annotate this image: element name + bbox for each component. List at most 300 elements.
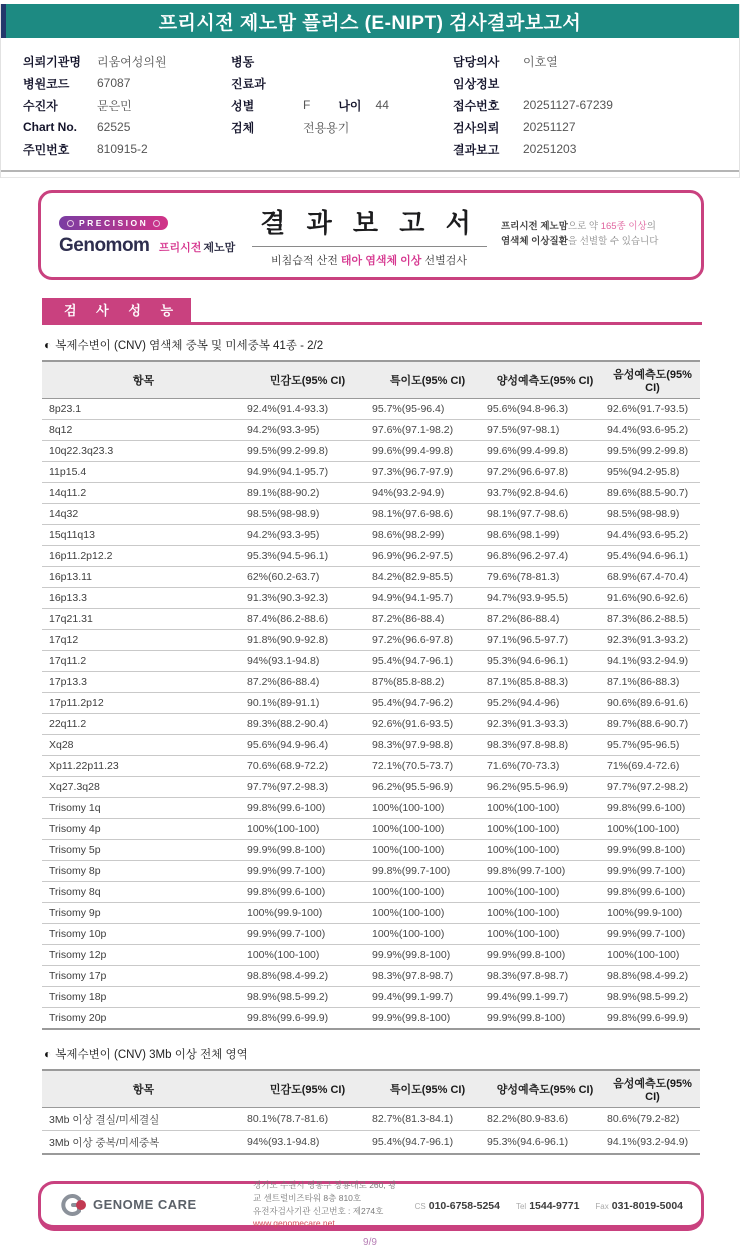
field-label: 병동	[231, 54, 255, 69]
field-row	[23, 138, 231, 160]
col-header-npv: 음성예측도(95% CI)	[613, 369, 692, 394]
precision-badge	[59, 216, 168, 230]
row-value: 93.7%(92.8-94.6)	[487, 487, 569, 499]
row-value: 96.9%(96.2-97.5)	[372, 550, 454, 562]
row-value: 100%(100-100)	[607, 949, 680, 961]
row-item-label: 16p13.11	[49, 571, 93, 583]
report-header	[0, 4, 740, 178]
row-value: 94%(93.1-94.8)	[247, 1136, 320, 1148]
note-bold2: 염색체 이상질환	[501, 236, 568, 247]
field-row	[23, 50, 231, 72]
row-value: 100%(100-100)	[247, 823, 320, 835]
row-value: 99.9%(99.7-100)	[607, 865, 686, 877]
row-value: 98.8%(98.4-99.2)	[607, 970, 689, 982]
row-value: 68.9%(67.4-70.4)	[607, 571, 689, 583]
row-value: 96.8%(96.2-97.4)	[487, 550, 569, 562]
field-label: 검체	[231, 120, 255, 135]
row-value: 100%(100-100)	[372, 928, 445, 940]
col-header-specificity: 특이도(95% CI)	[389, 1084, 466, 1096]
col-header-item: 항목	[132, 375, 155, 387]
row-item-label: Trisomy 10p	[49, 928, 107, 940]
row-value: 96.2%(95.5-96.9)	[372, 781, 454, 793]
field-value: 전용용기	[303, 120, 350, 135]
field-value: 문은민	[97, 98, 132, 113]
row-item-label: 8p23.1	[49, 403, 82, 415]
field-label: 나이	[338, 98, 362, 113]
row-value: 82.2%(80.9-83.6)	[487, 1113, 569, 1125]
row-value: 98.3%(97.9-98.8)	[372, 739, 454, 751]
row-value: 95.3%(94.5-96.1)	[247, 550, 329, 562]
row-item-label: 17q11.2	[49, 655, 87, 667]
row-item-label: Xq27.3q28	[49, 781, 100, 793]
table2-caption	[44, 1046, 740, 1062]
row-value: 100%(100-100)	[487, 802, 560, 814]
half-circle-icon: ◐	[44, 1047, 52, 1061]
precision-badge-label: PRECISION	[79, 218, 149, 228]
table-row	[42, 861, 700, 882]
row-item-label: Trisomy 1q	[49, 802, 101, 814]
row-value: 95.3%(94.6-96.1)	[487, 1136, 569, 1148]
row-value: 98.5%(98-98.9)	[607, 508, 680, 520]
field-label: 담당의사	[453, 54, 500, 69]
row-value: 87.4%(86.2-88.6)	[247, 613, 329, 625]
table-body	[42, 399, 700, 1030]
table-body	[42, 1108, 700, 1155]
row-value: 92.6%(91.6-93.5)	[372, 718, 454, 730]
field-row	[231, 94, 453, 116]
field-label: 접수번호	[453, 98, 500, 113]
row-value: 95.6%(94.8-96.3)	[487, 403, 569, 415]
col-header-ppv: 양성예측도(95% CI)	[496, 1084, 594, 1096]
row-item-label: 14q11.2	[49, 487, 87, 499]
row-item-label: 3Mb 이상 결실/미세결실	[49, 1113, 160, 1126]
genome-care-logo-icon	[59, 1193, 87, 1217]
table-row	[42, 504, 700, 525]
row-value: 98.6%(98.1-99)	[487, 529, 560, 541]
row-value: 98.8%(98.4-99.2)	[247, 970, 329, 982]
row-value: 98.3%(97.8-98.7)	[372, 970, 454, 982]
field-row	[23, 116, 231, 138]
row-value: 99.8%(99.7-100)	[487, 865, 566, 877]
col-header-npv: 음성예측도(95% CI)	[613, 1078, 692, 1103]
row-value: 91.8%(90.9-92.8)	[247, 634, 329, 646]
row-value: 92.3%(91.3-93.3)	[487, 718, 569, 730]
row-value: 97.7%(97.2-98.3)	[247, 781, 329, 793]
title-bar-accent	[1, 4, 6, 38]
row-value: 99.4%(99.1-99.7)	[487, 991, 569, 1003]
row-item-label: 11p15.4	[49, 466, 87, 478]
row-value: 89.1%(88-90.2)	[247, 487, 320, 499]
field-row	[453, 50, 739, 72]
report-banner-center	[237, 203, 501, 268]
row-value: 97.2%(96.6-97.8)	[487, 466, 569, 478]
row-value: 100%(100-100)	[372, 802, 445, 814]
report-title-bar	[1, 4, 739, 38]
patient-info-col1	[23, 50, 231, 160]
row-value: 100%(99.9-100)	[607, 907, 683, 919]
row-value: 94.7%(93.9-95.5)	[487, 592, 569, 604]
row-value: 62%(60.2-63.7)	[247, 571, 320, 583]
row-value: 87%(85.8-88.2)	[372, 676, 445, 688]
row-value: 100%(100-100)	[372, 823, 445, 835]
row-value: 97.7%(97.2-98.2)	[607, 781, 689, 793]
result-report-banner	[38, 190, 704, 280]
row-value: 80.1%(78.7-81.6)	[247, 1113, 329, 1125]
row-item-label: 16p13.3	[49, 592, 87, 604]
row-value: 70.6%(68.9-72.2)	[247, 760, 329, 772]
row-value: 99.9%(99.8-100)	[607, 844, 686, 856]
row-value: 100%(100-100)	[372, 844, 445, 856]
row-value: 92.3%(91.3-93.2)	[607, 634, 689, 646]
row-value: 99.9%(99.7-100)	[607, 928, 686, 940]
row-item-label: 14q32	[49, 508, 79, 520]
field-label: 성별	[231, 98, 255, 113]
table-row	[42, 987, 700, 1008]
table2-caption-text: 복제수변이 (CNV) 3Mb 이상 전체 영역	[55, 1049, 248, 1061]
row-value: 100%(100-100)	[487, 907, 560, 919]
subtitle-pre: 비침습적 산전	[271, 254, 341, 267]
field-value: 20251127	[523, 120, 576, 134]
note-accent: 165종 이상	[600, 221, 647, 233]
row-value: 80.6%(79.2-82)	[607, 1113, 680, 1125]
row-value: 98.3%(97.8-98.8)	[487, 739, 569, 751]
row-item-label: Trisomy 12p	[49, 949, 107, 961]
table-row	[42, 420, 700, 441]
field-row	[453, 72, 739, 94]
contact-value: 1544-9771	[529, 1199, 580, 1212]
contact-tel	[516, 1196, 579, 1214]
row-value: 99.6%(99.4-99.8)	[372, 445, 454, 457]
row-value: 72.1%(70.5-73.7)	[372, 760, 454, 772]
website-link[interactable]: www.genomecare.net	[253, 1218, 335, 1229]
row-value: 96.2%(95.5-96.9)	[487, 781, 569, 793]
row-value: 95.4%(94.7-96.1)	[372, 655, 454, 667]
row-value: 99.8%(99.6-100)	[607, 802, 686, 814]
field-row	[231, 116, 453, 138]
row-value: 94.1%(93.2-94.9)	[607, 1136, 689, 1148]
row-value: 98.1%(97.7-98.6)	[487, 508, 569, 520]
footer-contacts	[415, 1196, 683, 1214]
table-row	[42, 651, 700, 672]
page-title: 프리시전 제노맘 플러스 (E-NIPT) 검사결과보고서	[158, 12, 582, 34]
patient-info-col2	[231, 50, 453, 160]
row-value: 100%(100-100)	[487, 928, 560, 940]
row-item-label: 10q22.3q23.3	[49, 445, 114, 457]
row-value: 100%(100-100)	[487, 823, 560, 835]
row-item-label: 17p11.2p12	[49, 697, 104, 709]
row-value: 99.9%(99.7-100)	[247, 928, 326, 940]
row-value: 99.9%(99.7-100)	[247, 865, 326, 877]
row-value: 97.5%(97-98.1)	[487, 424, 560, 436]
row-value: 97.1%(96.5-97.7)	[487, 634, 569, 646]
row-value: 95.7%(95-96.4)	[372, 403, 445, 415]
row-item-label: 17q21.31	[49, 613, 93, 625]
row-value: 95.2%(94.4-96)	[487, 697, 560, 709]
table1-caption	[44, 337, 740, 353]
table-row	[42, 924, 700, 945]
row-value: 99.8%(99.6-100)	[247, 802, 326, 814]
contact-cs	[415, 1196, 500, 1214]
row-value: 95%(94.2-95.8)	[607, 466, 680, 478]
field-row	[23, 72, 231, 94]
table-header	[42, 1070, 700, 1108]
contact-label: CS	[414, 1201, 426, 1211]
row-item-label: Trisomy 17p	[49, 970, 107, 982]
footer-address	[253, 1179, 401, 1230]
row-item-label: Trisomy 20p	[49, 1012, 107, 1024]
row-value: 99.8%(99.6-100)	[607, 886, 686, 898]
row-value: 99.9%(99.8-100)	[487, 949, 566, 961]
table-row	[42, 441, 700, 462]
table-row	[42, 756, 700, 777]
row-value: 99.8%(99.6-99.9)	[607, 1012, 689, 1024]
row-value: 87.1%(85.8-88.3)	[487, 676, 569, 688]
table-row	[42, 609, 700, 630]
field-label: 결과보고	[453, 142, 500, 157]
field-label: 임상정보	[453, 76, 500, 91]
genomom-logo	[59, 214, 237, 257]
address-line2: 유전자검사기관 신고번호 : 제274호	[253, 1205, 384, 1216]
row-item-label: Xp11.22p11.23	[49, 760, 119, 772]
row-value: 95.7%(95-96.5)	[607, 739, 680, 751]
table-row	[42, 462, 700, 483]
row-value: 94%(93.2-94.9)	[372, 487, 445, 499]
table-row	[42, 567, 700, 588]
table-row	[42, 546, 700, 567]
table-row	[42, 525, 700, 546]
field-label: 진료과	[231, 76, 266, 91]
row-value: 100%(100-100)	[372, 907, 445, 919]
table-row	[42, 714, 700, 735]
half-circle-icon: ◐	[44, 338, 52, 352]
field-row	[453, 94, 739, 116]
note-bold: 프리시전 제노맘	[501, 221, 568, 233]
subtitle-post: 선별검사	[421, 254, 467, 267]
address-line1: 경기도 수원시 영통구 창룡대로 260, 광교 센트럴비즈타워 8층 810호	[253, 1180, 397, 1203]
row-value: 100%(100-100)	[607, 823, 680, 835]
field-row	[231, 72, 453, 94]
row-item-label: 15q11q13	[49, 529, 95, 541]
row-value: 94.9%(94.1-95.7)	[247, 466, 329, 478]
section-title-tab: 검 사 성 능	[42, 298, 191, 322]
row-item-label: Trisomy 5p	[49, 844, 101, 856]
row-value: 98.1%(97.6-98.6)	[372, 508, 454, 520]
cnv-3mb-table	[42, 1069, 700, 1155]
table-row	[42, 672, 700, 693]
contact-label: Tel	[515, 1201, 527, 1211]
table-row	[42, 1108, 700, 1131]
row-value: 92.6%(91.7-93.5)	[607, 403, 689, 415]
row-value: 87.2%(86-88.4)	[372, 613, 445, 625]
row-value: 99.8%(99.6-99.9)	[247, 1012, 329, 1024]
row-item-label: 3Mb 이상 중복/미세중복	[49, 1136, 160, 1149]
field-value: 62525	[97, 120, 131, 134]
row-item-label: 22q11.2	[49, 718, 87, 730]
patient-info-col3	[453, 50, 739, 160]
field-value: 44	[375, 98, 389, 112]
brand-kr-accent: 프리시전	[158, 241, 202, 254]
row-value: 94%(93.1-94.8)	[247, 655, 320, 667]
row-value: 95.6%(94.9-96.4)	[247, 739, 329, 751]
row-value: 95.4%(94.7-96.1)	[372, 1136, 454, 1148]
table-row	[42, 945, 700, 966]
section-performance	[42, 298, 702, 325]
brand-kr: 제노맘	[203, 241, 236, 254]
row-value: 99.9%(99.8-100)	[487, 1012, 566, 1024]
cnv-performance-table	[42, 360, 700, 1030]
row-value: 99.9%(99.8-100)	[372, 949, 451, 961]
field-row	[23, 94, 231, 116]
table-row	[42, 483, 700, 504]
table-row	[42, 882, 700, 903]
row-value: 71.6%(70-73.3)	[487, 760, 560, 772]
field-label: Chart No.	[23, 120, 77, 134]
field-label: 수진자	[23, 98, 58, 113]
table1-caption-text: 복제수변이 (CNV) 염색체 중복 및 미세중복 41종 - 2/2	[55, 340, 324, 352]
field-row	[453, 138, 739, 160]
table-row	[42, 630, 700, 651]
row-value: 99.9%(99.8-100)	[372, 1012, 451, 1024]
field-row	[231, 50, 453, 72]
row-value: 98.3%(97.8-98.7)	[487, 970, 569, 982]
row-value: 87.2%(86-88.4)	[247, 676, 320, 688]
table-row	[42, 399, 700, 420]
row-value: 100%(100-100)	[487, 844, 560, 856]
contact-value: 010-6758-5254	[428, 1199, 500, 1212]
table-row	[42, 693, 700, 714]
row-value: 100%(100-100)	[372, 886, 445, 898]
row-item-label: 8q12	[49, 424, 73, 436]
row-value: 71%(69.4-72.6)	[607, 760, 680, 772]
field-row	[453, 116, 739, 138]
report-banner-title: 결 과 보 고 서	[260, 207, 478, 238]
field-value: 20251127-67239	[523, 98, 613, 112]
row-value: 89.3%(88.2-90.4)	[247, 718, 329, 730]
row-value: 94.2%(93.3-95)	[247, 424, 320, 436]
row-value: 100%(99.9-100)	[247, 907, 323, 919]
table-row	[42, 1008, 700, 1030]
field-label: 주민번호	[23, 142, 70, 157]
row-value: 90.1%(89-91.1)	[247, 697, 320, 709]
row-item-label: Xq28	[49, 739, 74, 751]
row-item-label: Trisomy 9p	[49, 907, 101, 919]
row-value: 97.6%(97.1-98.2)	[372, 424, 454, 436]
field-label: 병원코드	[23, 76, 70, 91]
row-value: 98.6%(98.2-99)	[372, 529, 445, 541]
col-header-ppv: 양성예측도(95% CI)	[496, 375, 594, 387]
row-value: 95.3%(94.6-96.1)	[487, 655, 569, 667]
row-value: 99.5%(99.2-99.8)	[247, 445, 329, 457]
row-value: 84.2%(82.9-85.5)	[372, 571, 454, 583]
row-item-label: Trisomy 18p	[49, 991, 107, 1003]
row-value: 94.2%(93.3-95)	[247, 529, 320, 541]
table-row	[42, 588, 700, 609]
table-row	[42, 777, 700, 798]
table-row	[42, 819, 700, 840]
field-label: 검사의뢰	[453, 120, 500, 135]
table-row	[42, 966, 700, 987]
banner-note	[501, 220, 683, 249]
field-value: 리움여성의원	[97, 54, 167, 69]
row-item-label: 17p13.3	[49, 676, 87, 688]
row-value: 95.4%(94.7-96.2)	[372, 697, 454, 709]
row-item-label: Trisomy 8p	[49, 865, 101, 877]
row-value: 92.4%(91.4-93.3)	[247, 403, 329, 415]
genome-care-brand: GENOME CARE	[93, 1197, 197, 1212]
contact-fax	[595, 1196, 683, 1214]
row-value: 87.3%(86.2-88.5)	[607, 613, 689, 625]
row-value: 87.2%(86-88.4)	[487, 613, 560, 625]
row-value: 99.5%(99.2-99.8)	[607, 445, 689, 457]
table-row	[42, 840, 700, 861]
field-value: 이호열	[523, 54, 558, 69]
field-value: 67087	[97, 76, 131, 90]
row-value: 79.6%(78-81.3)	[487, 571, 560, 583]
col-header-specificity: 특이도(95% CI)	[389, 375, 466, 387]
row-value: 99.4%(99.1-99.7)	[372, 991, 454, 1003]
row-value: 94.9%(94.1-95.7)	[372, 592, 454, 604]
genome-care-logo	[59, 1193, 239, 1217]
table-row	[42, 903, 700, 924]
field-value: 20251203	[523, 142, 577, 156]
note-end: 의	[646, 221, 656, 233]
row-value: 100%(100-100)	[487, 886, 560, 898]
field-value: F	[303, 98, 311, 112]
col-header-sensitivity: 민감도(95% CI)	[269, 375, 346, 387]
table-row	[42, 1131, 700, 1155]
col-header-item: 항목	[132, 1084, 155, 1096]
row-value: 100%(100-100)	[247, 949, 320, 961]
brand-name: Genomom	[59, 234, 150, 256]
row-item-label: Trisomy 4p	[49, 823, 101, 835]
contact-value: 031-8019-5004	[611, 1199, 683, 1212]
row-item-label: Trisomy 8q	[49, 886, 101, 898]
row-value: 98.9%(98.5-99.2)	[607, 991, 689, 1003]
row-value: 98.5%(98-98.9)	[247, 508, 320, 520]
row-value: 95.4%(94.6-96.1)	[607, 550, 689, 562]
contact-label: Fax	[595, 1201, 609, 1211]
row-item-label: 16p11.2p12.2	[49, 550, 113, 562]
col-header-sensitivity: 민감도(95% CI)	[269, 1084, 346, 1096]
header-divider	[1, 177, 739, 178]
row-value: 99.8%(99.7-100)	[372, 865, 451, 877]
row-value: 87.1%(86-88.3)	[607, 676, 680, 688]
row-value: 97.3%(96.7-97.9)	[372, 466, 454, 478]
row-value: 94.4%(93.6-95.2)	[607, 424, 689, 436]
row-item-label: 17q12	[49, 634, 79, 646]
table-header	[42, 361, 700, 399]
row-value: 97.2%(96.6-97.8)	[372, 634, 454, 646]
row-value: 91.6%(90.6-92.6)	[607, 592, 689, 604]
footer	[38, 1181, 704, 1231]
table-row	[42, 798, 700, 819]
badge-dot-icon	[67, 220, 74, 227]
subtitle-accent: 태아 염색체 이상	[340, 254, 422, 267]
brand-line	[59, 235, 237, 257]
note-mid: 으로 약	[567, 221, 601, 233]
row-value: 99.8%(99.6-100)	[247, 886, 326, 898]
row-value: 89.6%(88.5-90.7)	[607, 487, 689, 499]
row-value: 99.6%(99.4-99.8)	[487, 445, 569, 457]
field-value: 810915-2	[97, 142, 148, 156]
row-value: 89.7%(88.6-90.7)	[607, 718, 689, 730]
row-value: 90.6%(89.6-91.6)	[607, 697, 689, 709]
table-row	[42, 735, 700, 756]
badge-dot-icon	[153, 220, 160, 227]
row-value: 98.9%(98.5-99.2)	[247, 991, 329, 1003]
row-value: 99.9%(99.8-100)	[247, 844, 326, 856]
row-value: 82.7%(81.3-84.1)	[372, 1113, 454, 1125]
